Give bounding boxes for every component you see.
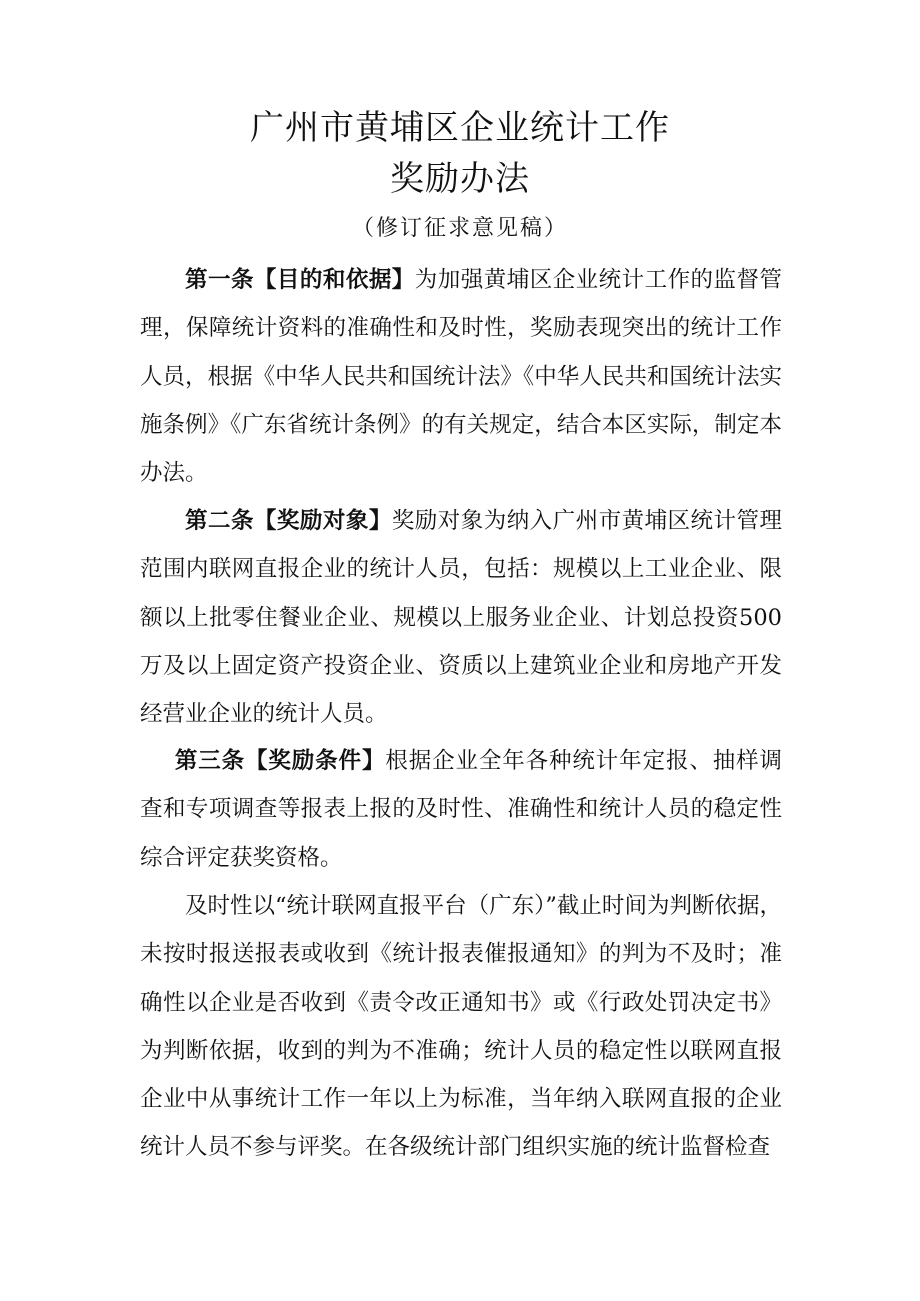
article-1-text: 为加强黄埔区企业统计工作的监督管理，保障统计资料的准确性和及时性，奖励表现突出的统计工作人员，根据《中华人民共和国统计法》《中华人民共和国统计法实施条例》《广东省统计条例》的有关规定，结合本区实际，制定本办法。 (140, 267, 782, 487)
document-subtitle: （修订征求意见稿） (351, 216, 568, 241)
article-3-label: 第三条【奖励条件】 (174, 748, 386, 774)
article-3 (140, 737, 782, 882)
article-3-paragraph-2: 及时性以“统计联网直报平台（广东）”截止时间为判断依据，未按时报送报表或收到《统计报表催报通知》的判为不及时；准确性以企业是否收到《责令改正通知书》或《行政处罚决定书》为判断依据，收到的判为不准确；统计人员的稳定性以联网直报企业中从事统计工作一年以上为标准，当年纳入联网直报的企业统计人员不参与评奖。在各级统计部门组织实施的统计监督检查 (140, 893, 782, 1161)
document-title-line1: 广州市黄埔区企业统计工作 (250, 108, 670, 148)
article-2-text: 奖励对象为纳入广州市黄埔区统计管理范围内联网直报企业的统计人员，包括：规模以上工业企业、限额以上批零住餐业企业、规模以上服务业企业、计划总投资500万及以上固定资产投资企业、资质以上建筑业企业和房地产开发经营业企业的统计人员。 (140, 508, 782, 728)
document-title-line2: 奖励办法 (390, 159, 530, 199)
article-3-text: 根据企业全年各种统计年定报、抽样调查和专项调查等报表上报的及时性、准确性和统计人员的稳定性综合评定获奖资格。 (140, 748, 782, 871)
article-1-label: 第一条【目的和依据】 (185, 267, 415, 293)
article-2-label: 第二条【奖励对象】 (185, 508, 392, 534)
article-2 (140, 497, 782, 738)
article-1 (140, 256, 782, 497)
